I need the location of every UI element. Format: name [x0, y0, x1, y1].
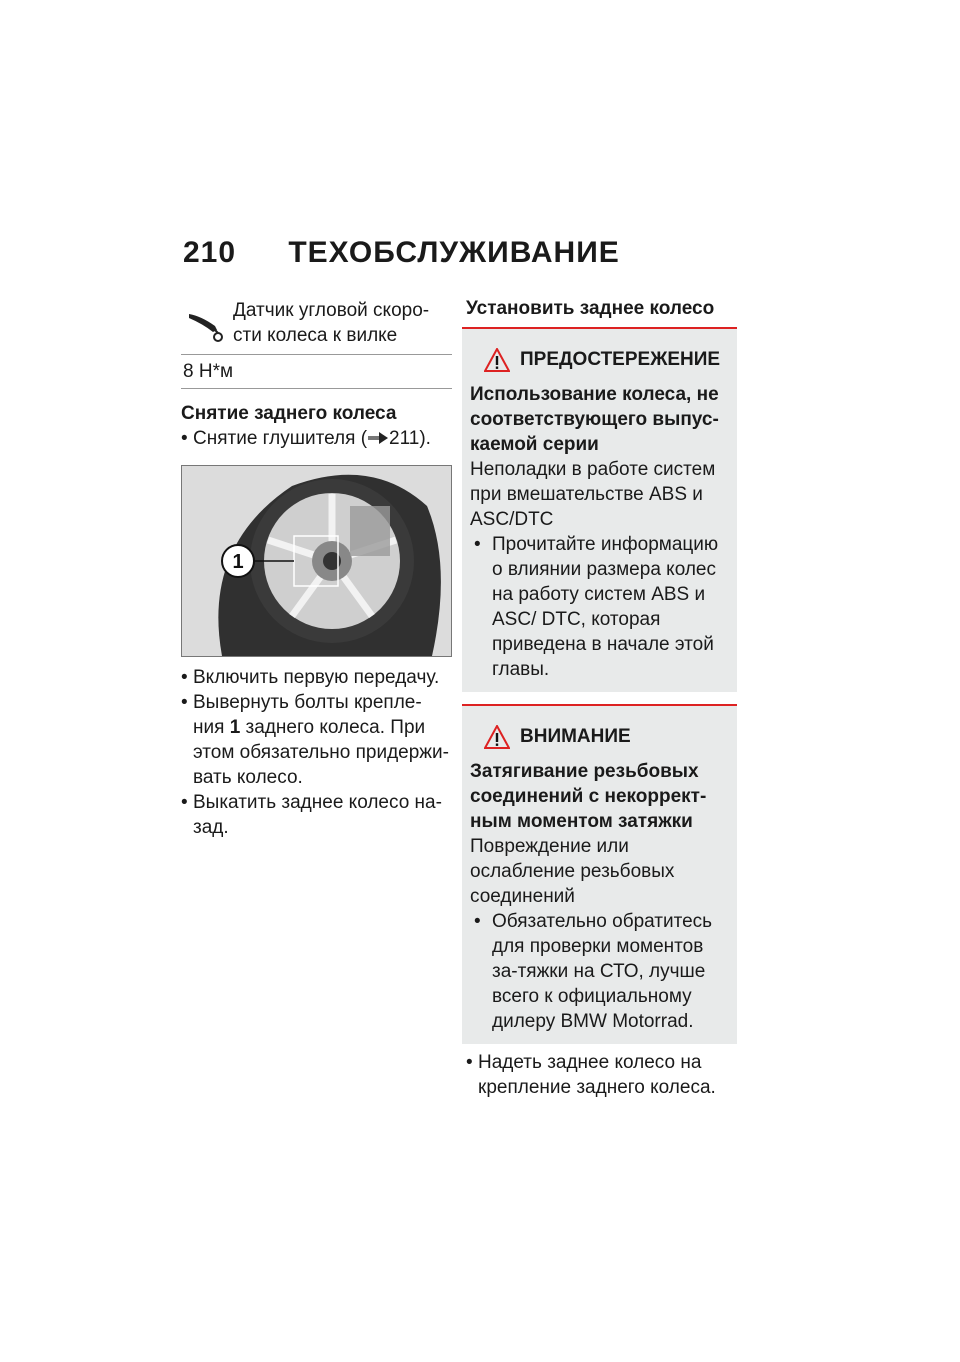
chapter-title: ТЕХОБСЛУЖИВАНИЕ [288, 236, 620, 269]
angle-sensor-icon [181, 296, 233, 346]
step-mount-wheel: • Надеть заднее колесо на крепление заднего колеса. [466, 1050, 737, 1100]
step-roll-wheel: • Выкатить заднее колесо на-зад. [181, 790, 452, 840]
torque-row [181, 296, 452, 355]
warning-label: ПРЕДОСТЕРЕЖЕНИЕ [520, 349, 721, 370]
warning-box-attention [462, 704, 737, 1044]
reference-arrow-icon [367, 431, 389, 445]
warning-text: Неполадки в работе систем при вмешательстве ABS и ASC/DTC [470, 459, 716, 530]
warning-header [470, 724, 729, 749]
removal-steps [181, 665, 452, 840]
warning-title: Использование колеса, не соответствующего выпус-каемой серии [470, 384, 719, 455]
page-header [183, 236, 620, 270]
photo-callout-label: 1 [232, 551, 244, 573]
step-ref: 211). [389, 428, 431, 449]
install-title: Установить заднее колесо [466, 298, 715, 319]
torque-table [181, 296, 452, 389]
right-column [466, 296, 737, 1100]
step-text-cont: заднего колеса. При этом обязательно придержи-вать колесо. [193, 717, 449, 788]
warning-box-caution [462, 327, 737, 692]
step-first-gear: • Включить первую передачу. [181, 665, 452, 690]
warning-icon [484, 725, 510, 749]
left-column [181, 296, 452, 840]
step-unscrew-bolts [181, 690, 452, 790]
warning-instruction: • Прочитайте информацию о влиянии размера колес на работу систем ABS и ASC/ DTC, которая приведена в начале этой главы. [470, 532, 729, 682]
step-ref-number: 1 [229, 717, 241, 738]
step-text: Снятие глушителя ( [193, 428, 368, 449]
page-number: 210 [183, 236, 237, 269]
torque-description: Датчик угловой скоро-сти колеса к вилке [233, 300, 430, 346]
warning-header [470, 347, 729, 372]
wheel-photo [181, 465, 452, 657]
removal-title: Снятие заднего колеса [181, 403, 397, 424]
warning-icon [484, 348, 510, 372]
step-text: Вывернуть болты крепле-ния [193, 692, 422, 738]
warning-label: ВНИМАНИЕ [520, 726, 631, 747]
warning-title: Затягивание резьбовых соединений с некоррект-ным моментом затяжки [470, 761, 707, 832]
step-remove-muffler [181, 426, 452, 451]
torque-value: 8 Н*м [183, 361, 234, 382]
warning-text: Повреждение или ослабление резьбовых соединений [470, 836, 675, 907]
warning-instruction: • Обязательно обратитесь для проверки моментов за-тяжки на СТО, лучше всего к официальному дилеру BMW Motorrad. [470, 909, 729, 1034]
